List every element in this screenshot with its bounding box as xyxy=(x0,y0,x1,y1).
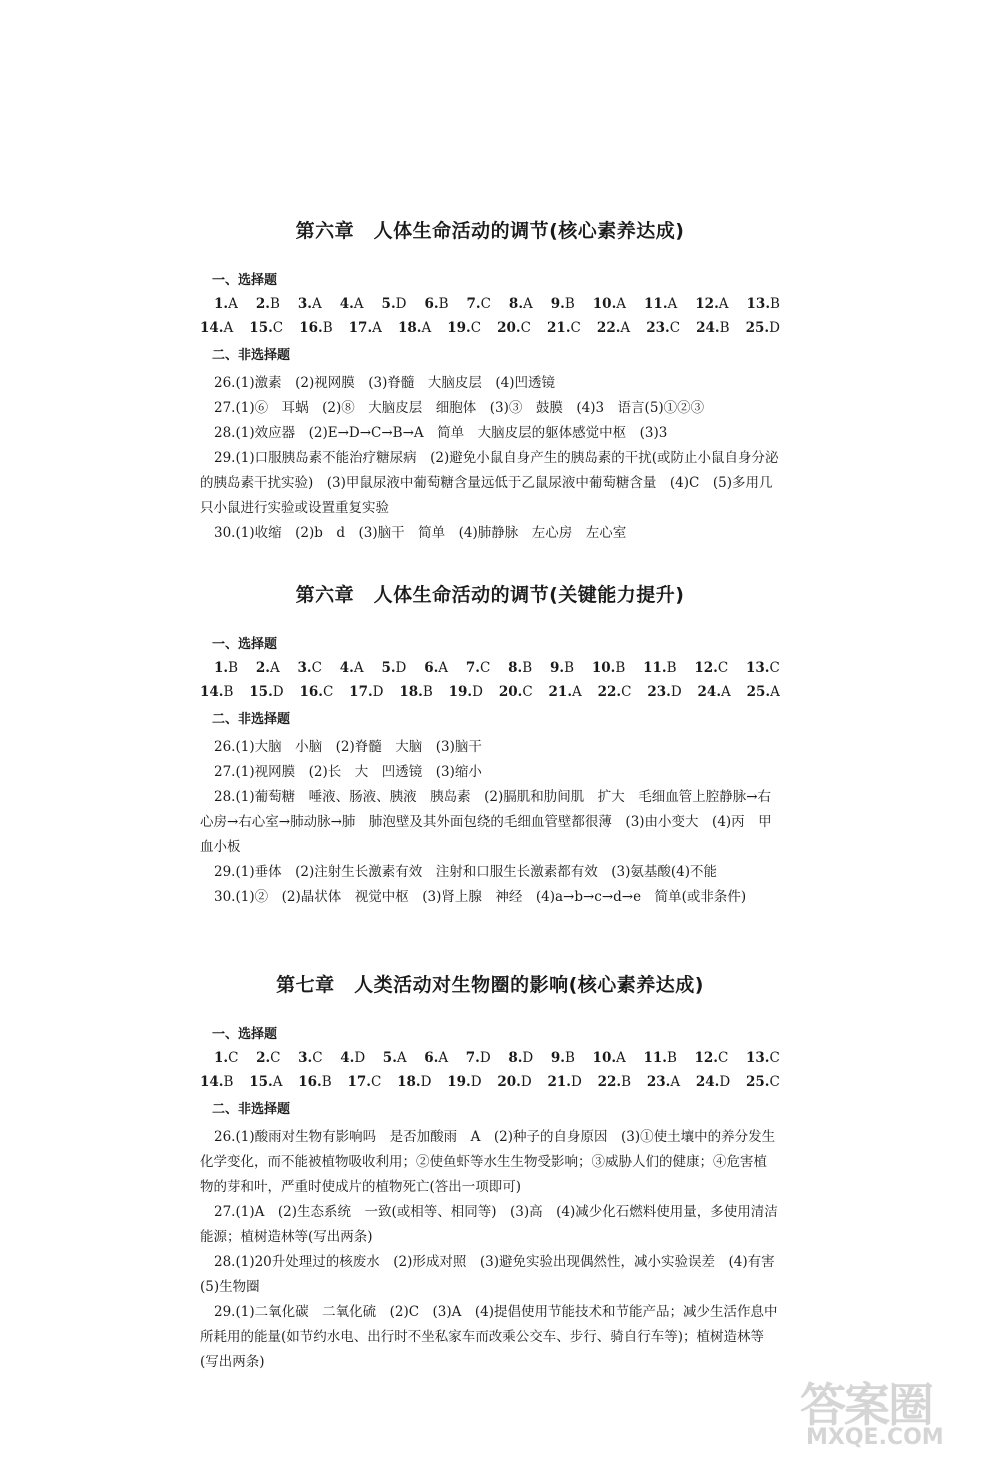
mc-answer: 23.C xyxy=(646,320,681,336)
mc-answer: 12.C xyxy=(694,660,729,676)
mc-answer: 2.C xyxy=(256,1050,281,1066)
mc-answer: 4.A xyxy=(339,660,364,676)
answer-item: 29.(1)垂体 (2)注射生长激素有效 注射和口服生长激素都有效 (3)氨基酸(4)不能 xyxy=(214,864,717,880)
mc-answer: 10.A xyxy=(592,296,627,312)
mc-answer: 2.A xyxy=(255,660,280,676)
mc-answer: 18.A xyxy=(397,320,432,336)
mc-answer: 13.C xyxy=(746,660,780,676)
section-title: 第六章 人体生命活动的调节(核心素养达成) xyxy=(295,220,685,242)
mc-answer: 22.B xyxy=(597,1074,632,1090)
watermark-text: 答案圈 xyxy=(800,1378,932,1432)
mc-answer: 6.A xyxy=(424,660,449,676)
mc-answer: 2.B xyxy=(255,296,280,312)
mc-answer: 8.B xyxy=(508,660,533,676)
mc-answer: 16.C xyxy=(299,684,334,700)
mc-answer: 21.D xyxy=(547,1074,582,1090)
mc-answer: 6.B xyxy=(424,296,449,312)
mc-answer: 10.B xyxy=(591,660,626,676)
mc-answer: 23.A xyxy=(646,1074,681,1090)
mc-answer: 9.B xyxy=(550,1050,575,1066)
mc-answer: 11.B xyxy=(643,1050,677,1066)
non-mc-heading: 二、非选择题 xyxy=(212,712,291,727)
mc-answer: 25.C xyxy=(746,1074,780,1090)
mc-answer: 9.B xyxy=(550,296,575,312)
mc-answer: 13.C xyxy=(745,1050,780,1066)
mc-row xyxy=(200,684,780,700)
mc-answer: 25.A xyxy=(746,684,780,700)
mc-answer: 12.A xyxy=(695,296,729,312)
mc-answer: 3.A xyxy=(297,296,322,312)
mc-answer: 17.D xyxy=(349,684,384,700)
mc-answer: 12.C xyxy=(694,1050,729,1066)
mc-answer: 22.A xyxy=(596,320,631,336)
section-ch6-core xyxy=(200,216,780,546)
non-mc-heading: 二、非选择题 xyxy=(212,1102,291,1117)
mc-answer: 1.C xyxy=(214,1050,239,1066)
answer-item: 29.(1)二氧化碳 二氧化硫 (2)C (3)A (4)提倡使用节能技术和节能产品；减少生活作息中所耗用的能量(如节约水电、出行时不坐私家车而改乘公交车、步行、骑自行车等)；植树造林等(写出两条) xyxy=(200,1304,778,1370)
mc-answer: 9.B xyxy=(549,660,574,676)
mc-answer: 5.A xyxy=(382,1050,407,1066)
mc-heading: 一、选择题 xyxy=(212,273,278,288)
mc-answer: 11.A xyxy=(644,296,678,312)
mc-answer: 15.D xyxy=(249,684,284,700)
mc-answer: 21.C xyxy=(547,320,581,336)
answer-item: 28.(1)效应器 (2)E→D→C→B→A 简单 大脑皮层的躯体感觉中枢 (3)3 xyxy=(214,425,668,441)
mc-answer: 17.A xyxy=(348,320,382,336)
mc-answer: 20.C xyxy=(497,320,531,336)
watermark-url: MXQE.COM xyxy=(806,1425,944,1450)
mc-answer: 11.B xyxy=(643,660,677,676)
answer-item: 26.(1)激素 (2)视网膜 (3)脊髓 大脑皮层 (4)凹透镜 xyxy=(214,375,555,391)
mc-answer: 23.D xyxy=(647,684,682,700)
mc-answer: 16.B xyxy=(299,320,333,336)
mc-row xyxy=(200,1050,780,1066)
mc-answer: 1.B xyxy=(214,660,239,676)
mc-row xyxy=(200,320,780,336)
mc-answer: 3.C xyxy=(298,1050,323,1066)
mc-row xyxy=(200,296,780,312)
mc-answer: 24.B xyxy=(696,320,730,336)
mc-answer: 17.C xyxy=(347,1074,382,1090)
mc-heading: 一、选择题 xyxy=(212,1027,278,1042)
mc-answer: 24.D xyxy=(695,1074,731,1090)
section-ch7-core xyxy=(200,970,789,1375)
answer-item: 27.(1)视网膜 (2)长 大 凹透镜 (3)缩小 xyxy=(214,764,482,780)
mc-answer: 19.C xyxy=(447,320,482,336)
answer-list xyxy=(200,1125,789,1375)
mc-answer: 14.B xyxy=(200,1074,234,1090)
mc-answer: 7.C xyxy=(465,660,491,676)
mc-answer: 25.D xyxy=(745,320,780,336)
mc-row xyxy=(200,660,780,676)
mc-answer: 5.D xyxy=(381,660,407,676)
mc-answer: 8.D xyxy=(508,1050,534,1066)
non-mc-heading: 二、非选择题 xyxy=(212,348,291,363)
mc-answer: 16.B xyxy=(298,1074,332,1090)
mc-answer: 4.D xyxy=(340,1050,366,1066)
mc-answer: 19.D xyxy=(448,684,483,700)
mc-answer: 20.D xyxy=(497,1074,532,1090)
mc-answer: 13.B xyxy=(746,296,780,312)
mc-answer: 24.A xyxy=(697,684,731,700)
mc-answer: 6.A xyxy=(424,1050,449,1066)
mc-answer: 10.A xyxy=(592,1050,626,1066)
section-title: 第七章 人类活动对生物圈的影响(核心素养达成) xyxy=(276,974,704,996)
answer-list xyxy=(200,371,780,546)
answer-item: 26.(1)大脑 小脑 (2)脊髓 大脑 (3)脑干 xyxy=(214,739,482,755)
mc-answer: 1.A xyxy=(214,296,238,312)
mc-answer: 18.D xyxy=(397,1074,432,1090)
mc-answer: 19.D xyxy=(447,1074,482,1090)
answer-item: 30.(1)收缩 (2)b d (3)脑干 简单 (4)肺静脉 左心房 左心室 xyxy=(214,525,627,541)
answer-item: 29.(1)口服胰岛素不能治疗糖尿病 (2)避免小鼠自身产生的胰岛素的干扰(或防止小鼠自身分泌的胰岛素干扰实验) (3)甲鼠尿液中葡萄糖含量远低于乙鼠尿液中葡萄糖含量 (4)C (5)多用几只小鼠进行实验或设置重复实验 xyxy=(200,450,779,516)
mc-answer: 4.A xyxy=(339,296,364,312)
answer-item: 27.(1)⑥ 耳蜗 (2)⑧ 大脑皮层 细胞体 (3)③ 鼓膜 (4)3 语言(5)①②③ xyxy=(214,400,705,416)
mc-heading: 一、选择题 xyxy=(212,637,278,652)
mc-answer: 7.C xyxy=(466,296,491,312)
section-title: 第六章 人体生命活动的调节(关键能力提升) xyxy=(295,584,685,606)
mc-answer: 8.A xyxy=(508,296,533,312)
answer-item: 27.(1)A (2)生态系统 一致(或相等、相同等) (3)高 (4)减少化石燃料使用量，多使用清洁能源；植树造林等(写出两条) xyxy=(200,1204,778,1245)
section-ch6-key xyxy=(200,580,786,910)
mc-answer: 21.A xyxy=(548,684,582,700)
watermark-logo xyxy=(800,1369,970,1459)
mc-answer: 14.B xyxy=(200,684,234,700)
answer-item: 28.(1)20升处理过的核废水 (2)形成对照 (3)避免实验出现偶然性，减小实验误差 (4)有害 (5)生物圈 xyxy=(200,1254,789,1295)
mc-answer: 22.C xyxy=(597,684,632,700)
mc-answer: 18.B xyxy=(399,684,433,700)
mc-answer: 15.C xyxy=(249,320,284,336)
answer-item: 28.(1)葡萄糖 唾液、肠液、胰液 胰岛素 (2)膈肌和肋间肌 扩大 毛细血管上腔静脉→右心房→右心室→肺动脉→肺 肺泡壁及其外面包绕的毛细血管壁都很薄 (3)由小变大 (4)丙 甲 血小板 xyxy=(200,789,786,855)
mc-answer: 5.D xyxy=(381,296,407,312)
mc-answer: 20.C xyxy=(498,684,533,700)
answer-item: 30.(1)② (2)晶状体 视觉中枢 (3)肾上腺 神经 (4)a→b→c→d→e 简单(或非条件) xyxy=(214,889,747,905)
mc-row xyxy=(200,1074,780,1090)
mc-answer: 14.A xyxy=(200,320,234,336)
answer-item: 26.(1)酸雨对生物有影响吗 是否加酸雨 A (2)种子的自身原因 (3)①使土壤中的养分发生化学变化，而不能被植物吸收利用；②使鱼虾等水生生物受影响；③威胁人们的健康；④危害植物的芽和叶，严重时使成片的植物死亡(答出一项即可) xyxy=(200,1129,776,1195)
mc-answer: 7.D xyxy=(465,1050,491,1066)
mc-answer: 15.A xyxy=(249,1074,283,1090)
mc-answer: 3.C xyxy=(297,660,322,676)
answer-list xyxy=(200,735,786,910)
